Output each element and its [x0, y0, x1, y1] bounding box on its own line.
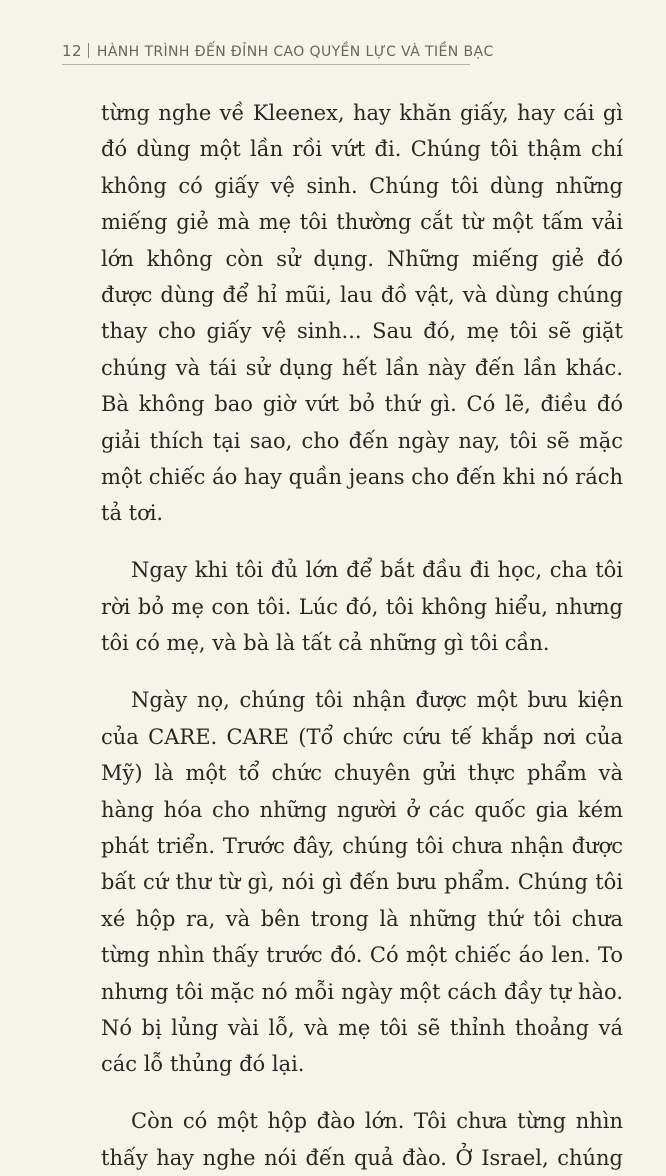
paragraph-4: Còn có một hộp đào lớn. Tôi chưa từng nhìn thấy hay nghe nói đến quả đào. Ở Israel, chúng [101, 1109, 623, 1170]
page-number: 12 [62, 42, 82, 60]
body-text [101, 95, 623, 1176]
header-rule [62, 64, 470, 65]
book-title: HÀNH TRÌNH ĐẾN ĐỈNH CAO QUYỀN LỰC VÀ TIỀN BẠC [96, 44, 494, 60]
paragraph-3: Ngày nọ, chúng tôi nhận được một bưu kiện của CARE. CARE (Tổ chức cứu tế khắp nơi của Mỹ) là một tổ chức chuyên gửi thực phẩm và hàng hóa cho những người ở các quốc gia kém phát triển. Trước đây, chúng tôi chưa nhận được bất cứ thư từ gì, nói gì đến bưu phẩm. Chúng tôi xé hộp ra, và bên trong là những thứ tôi chưa từng nhìn thấy trước đó. Có một chiếc áo len. To nhưng tôi mặc nó mỗi ngày một cách đầy tự hào. Nó bị lủng vài lỗ, và mẹ tôi sẽ thỉnh thoảng vá các lỗ thủng đó lại. [101, 688, 623, 1077]
paragraph-2: Ngay khi tôi đủ lớn để bắt đầu đi học, cha tôi rời bỏ mẹ con tôi. Lúc đó, tôi không hiểu, nhưng tôi có mẹ, và bà là tất cả những gì tôi cần. [101, 558, 623, 656]
header-divider [88, 43, 89, 58]
running-header [62, 42, 494, 60]
paragraph-1: từng nghe về Kleenex, hay khăn giấy, hay cái gì đó dùng một lần rồi vứt đi. Chúng tôi thậm chí không có giấy vệ sinh. Chúng tôi dùng những miếng giẻ mà mẹ tôi thường cắt từ một tấm vải lớn không còn sử dụng. Những miếng giẻ đó được dùng để hỉ mũi, lau đồ vật, và dùng chúng thay cho giấy vệ sinh... Sau đó, mẹ tôi sẽ giặt chúng và tái sử dụng hết lần này đến lần khác. Bà không bao giờ vứt bỏ thứ gì. Có lẽ, điều đó giải thích tại sao, cho đến ngày nay, tôi sẽ mặc một chiếc áo hay quần jeans cho đến khi nó rách tả tơi. [101, 101, 623, 526]
